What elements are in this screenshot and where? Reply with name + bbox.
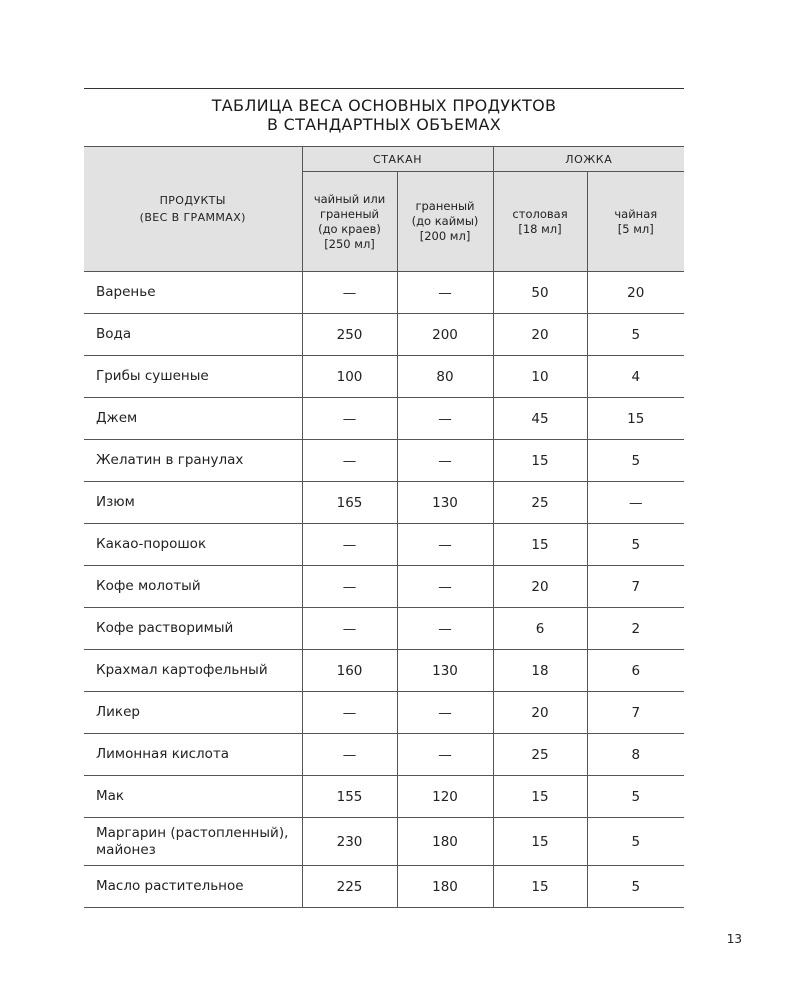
faceted-glass-header-line: (до каймы) bbox=[411, 214, 479, 228]
page-number: 13 bbox=[726, 932, 742, 946]
product-name: Масло растительное bbox=[84, 866, 302, 908]
product-name: Варенье bbox=[84, 272, 302, 314]
tea-glass-value: 155 bbox=[302, 776, 397, 818]
table-row bbox=[84, 608, 684, 650]
tea-glass-header bbox=[302, 172, 397, 272]
teaspoon-value: 5 bbox=[587, 776, 684, 818]
tablespoon-header-line: столовая bbox=[512, 206, 568, 221]
tablespoon-value: 6 bbox=[493, 608, 587, 650]
weights-table bbox=[84, 146, 684, 908]
table-row bbox=[84, 314, 684, 356]
faceted-glass-value: 120 bbox=[397, 776, 493, 818]
faceted-glass-value: — bbox=[397, 692, 493, 734]
product-name: Грибы сушеные bbox=[84, 356, 302, 398]
tablespoon-value: 20 bbox=[493, 314, 587, 356]
table-row bbox=[84, 692, 684, 734]
teaspoon-header-line: [5 мл] bbox=[617, 221, 654, 236]
teaspoon-value: 5 bbox=[587, 314, 684, 356]
tablespoon-value: 15 bbox=[493, 866, 587, 908]
tea-glass-value: — bbox=[302, 398, 397, 440]
product-name: Вода bbox=[84, 314, 302, 356]
table-title-line1: ТАБЛИЦА ВЕСА ОСНОВНЫХ ПРОДУКТОВ bbox=[211, 96, 557, 115]
faceted-glass-value: — bbox=[397, 524, 493, 566]
faceted-glass-value: 200 bbox=[397, 314, 493, 356]
spoon-group-header: ЛОЖКА bbox=[493, 147, 684, 172]
tea-glass-value: — bbox=[302, 566, 397, 608]
tablespoon-value: 10 bbox=[493, 356, 587, 398]
product-name: Кофе растворимый bbox=[84, 608, 302, 650]
product-name: Желатин в гранулах bbox=[84, 440, 302, 482]
product-name: Мак bbox=[84, 776, 302, 818]
header-group-row bbox=[84, 147, 684, 172]
faceted-glass-header-line: граненый bbox=[415, 199, 475, 213]
faceted-glass-value: 130 bbox=[397, 482, 493, 524]
tea-glass-value: 100 bbox=[302, 356, 397, 398]
tea-glass-value: 165 bbox=[302, 482, 397, 524]
tablespoon-value: 15 bbox=[493, 818, 587, 866]
table-row bbox=[84, 272, 684, 314]
table-row bbox=[84, 866, 684, 908]
products-header-line1: ПРОДУКТЫ bbox=[159, 194, 226, 207]
faceted-glass-value: — bbox=[397, 398, 493, 440]
tablespoon-header-line: [18 мл] bbox=[518, 221, 562, 236]
table-row bbox=[84, 524, 684, 566]
tablespoon-value: 15 bbox=[493, 776, 587, 818]
table-body bbox=[84, 272, 684, 908]
tea-glass-value: — bbox=[302, 440, 397, 482]
tea-glass-value: 250 bbox=[302, 314, 397, 356]
faceted-glass-value: — bbox=[397, 734, 493, 776]
table-row bbox=[84, 818, 684, 866]
teaspoon-header bbox=[587, 172, 684, 272]
tea-glass-value: — bbox=[302, 608, 397, 650]
teaspoon-value: 7 bbox=[587, 692, 684, 734]
tablespoon-value: 25 bbox=[493, 482, 587, 524]
tablespoon-value: 50 bbox=[493, 272, 587, 314]
teaspoon-value: 5 bbox=[587, 818, 684, 866]
table-row bbox=[84, 566, 684, 608]
tea-glass-header-line: [250 мл] bbox=[324, 236, 375, 251]
faceted-glass-header-line: [200 мл] bbox=[419, 229, 471, 243]
table-row bbox=[84, 356, 684, 398]
faceted-glass-value: — bbox=[397, 566, 493, 608]
teaspoon-value: 15 bbox=[587, 398, 684, 440]
product-name: Изюм bbox=[84, 482, 302, 524]
product-name: Ликер bbox=[84, 692, 302, 734]
faceted-glass-header bbox=[397, 172, 493, 272]
product-name: Какао-порошок bbox=[84, 524, 302, 566]
product-name: Кофе молотый bbox=[84, 566, 302, 608]
tea-glass-header-line: граненый bbox=[319, 206, 380, 221]
tea-glass-value: — bbox=[302, 524, 397, 566]
teaspoon-value: 20 bbox=[587, 272, 684, 314]
faceted-glass-value: 130 bbox=[397, 650, 493, 692]
faceted-glass-value: 180 bbox=[397, 818, 493, 866]
product-name: Крахмал картофельный bbox=[84, 650, 302, 692]
table-row bbox=[84, 776, 684, 818]
products-header bbox=[84, 147, 302, 272]
tablespoon-value: 20 bbox=[493, 692, 587, 734]
teaspoon-value: 5 bbox=[587, 524, 684, 566]
table-row bbox=[84, 650, 684, 692]
teaspoon-value: 7 bbox=[587, 566, 684, 608]
glass-group-header: СТАКАН bbox=[302, 147, 493, 172]
teaspoon-value: 4 bbox=[587, 356, 684, 398]
tablespoon-value: 45 bbox=[493, 398, 587, 440]
table-row bbox=[84, 440, 684, 482]
tea-glass-value: 225 bbox=[302, 866, 397, 908]
table-title bbox=[84, 96, 684, 134]
tea-glass-value: 160 bbox=[302, 650, 397, 692]
teaspoon-value: 5 bbox=[587, 440, 684, 482]
table-row bbox=[84, 482, 684, 524]
faceted-glass-value: — bbox=[397, 272, 493, 314]
faceted-glass-value: — bbox=[397, 440, 493, 482]
tablespoon-value: 18 bbox=[493, 650, 587, 692]
tea-glass-header-line: (до краев) bbox=[318, 221, 381, 236]
table-title-line2: В СТАНДАРТНЫХ ОБЪЕМАХ bbox=[266, 115, 502, 134]
top-rule bbox=[84, 88, 684, 89]
tea-glass-value: — bbox=[302, 272, 397, 314]
product-name: Джем bbox=[84, 398, 302, 440]
tablespoon-value: 15 bbox=[493, 440, 587, 482]
teaspoon-value: 8 bbox=[587, 734, 684, 776]
tablespoon-value: 25 bbox=[493, 734, 587, 776]
tea-glass-value: — bbox=[302, 734, 397, 776]
faceted-glass-value: 180 bbox=[397, 866, 493, 908]
faceted-glass-value: 80 bbox=[397, 356, 493, 398]
tea-glass-header-line: чайный или bbox=[313, 191, 386, 206]
product-name: Маргарин (растопленный), майонез bbox=[84, 818, 302, 866]
products-header-line2: (ВЕС В ГРАММАХ) bbox=[139, 211, 246, 224]
teaspoon-value: 6 bbox=[587, 650, 684, 692]
teaspoon-value: — bbox=[587, 482, 684, 524]
table-row bbox=[84, 734, 684, 776]
tea-glass-value: 230 bbox=[302, 818, 397, 866]
tablespoon-value: 15 bbox=[493, 524, 587, 566]
tablespoon-value: 20 bbox=[493, 566, 587, 608]
product-name: Лимонная кислота bbox=[84, 734, 302, 776]
teaspoon-value: 2 bbox=[587, 608, 684, 650]
teaspoon-header-line: чайная bbox=[614, 206, 658, 221]
faceted-glass-value: — bbox=[397, 608, 493, 650]
tablespoon-header bbox=[493, 172, 587, 272]
table-row bbox=[84, 398, 684, 440]
tea-glass-value: — bbox=[302, 692, 397, 734]
teaspoon-value: 5 bbox=[587, 866, 684, 908]
